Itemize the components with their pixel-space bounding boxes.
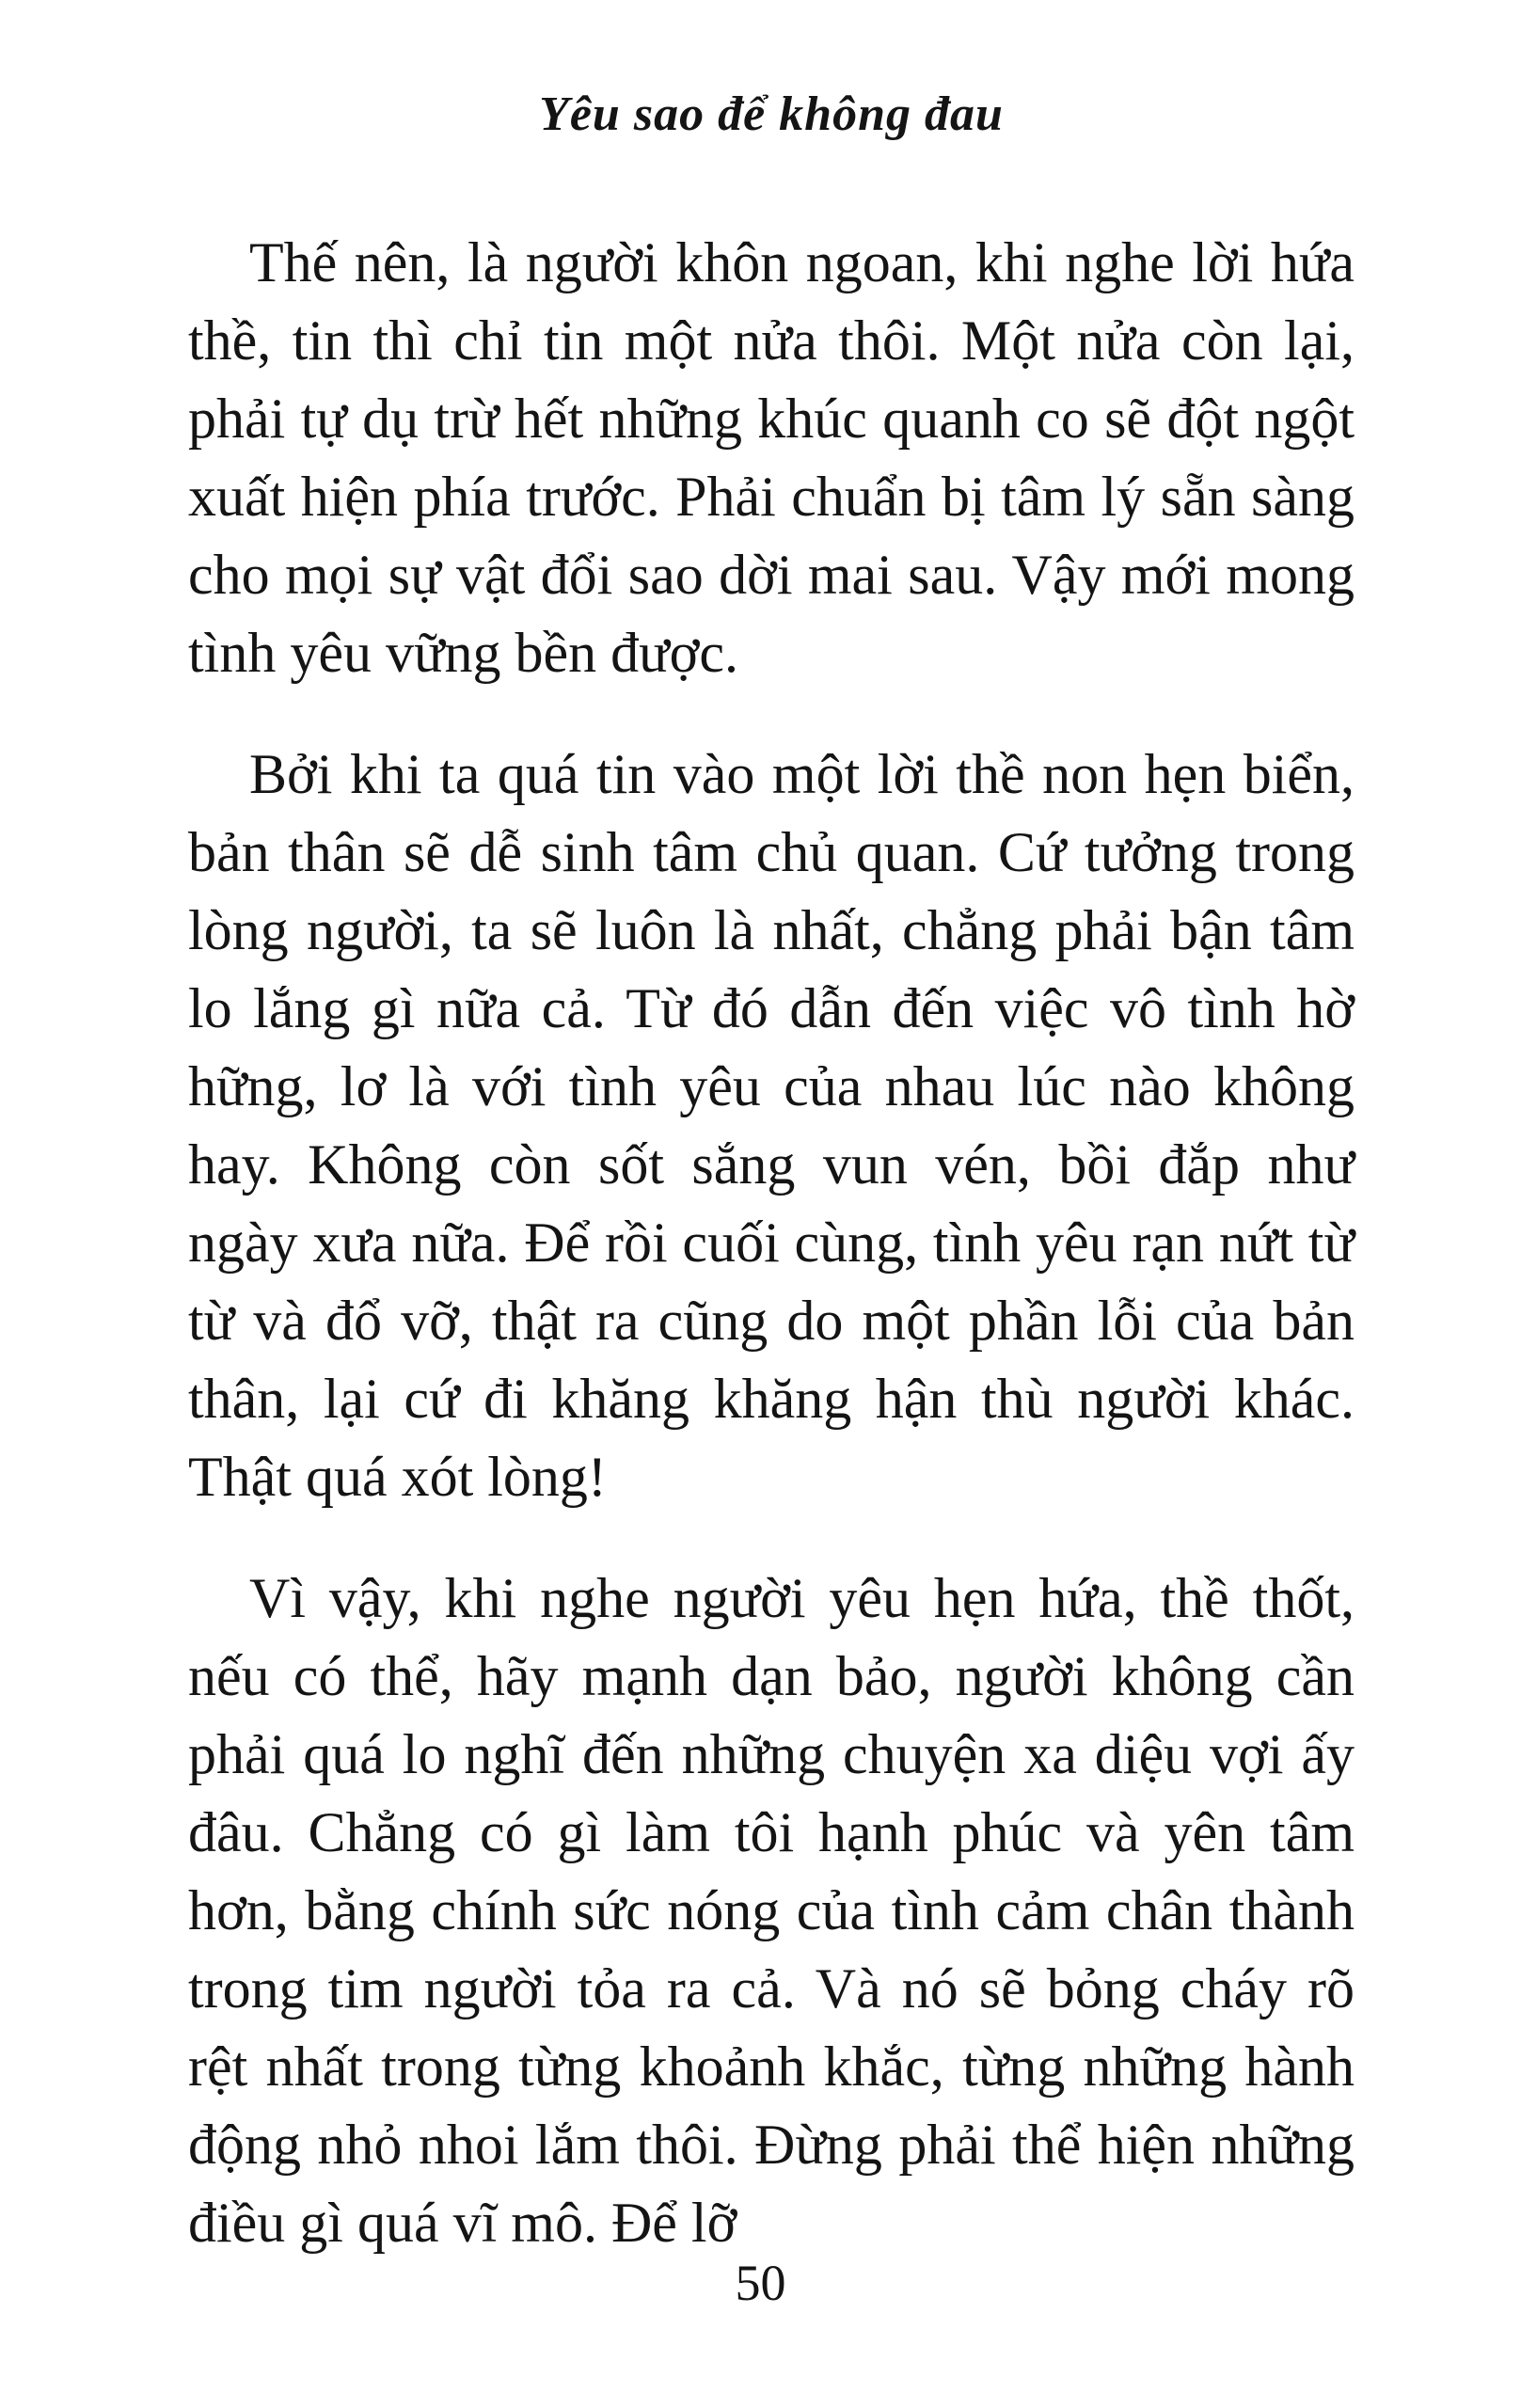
page-number: 50 (735, 2255, 786, 2311)
paragraph-1: Thế nên, là người khôn ngoan, khi nghe lời hứa thề, tin thì chỉ tin một nửa thôi. Một nửa còn lại, phải tự dụ trừ hết những khúc quanh co sẽ đột ngột xuất hiện phía trước. Phải chuẩn bị tâm lý sẵn sàng cho mọi sự vật đổi sao dời mai sau. Vậy mới mong tình yêu vững bền được. (188, 231, 1355, 684)
paragraph-2: Bởi khi ta quá tin vào một lời thề non hẹn biển, bản thân sẽ dễ sinh tâm chủ quan. Cứ tưởng trong lòng người, ta sẽ luôn là nhất, chẳng phải bận tâm lo lắng gì nữa cả. Từ đó dẫn đến việc vô tình hờ hững, lơ là với tình yêu của nhau lúc nào không hay. Không còn sốt sắng vun vén, bồi đắp như ngày xưa nữa. Để rồi cuối cùng, tình yêu rạn nứt từ từ và đổ vỡ, thật ra cũng do một phần lỗi của bản thân, lại cứ đi khăng khăng hận thù người khác. Thật quá xót lòng! (188, 743, 1355, 1508)
running-header: Yêu sao để không đau (539, 87, 1004, 141)
page-body (188, 224, 1355, 2262)
paragraph-3: Vì vậy, khi nghe người yêu hẹn hứa, thề thốt, nếu có thể, hãy mạnh dạn bảo, người không cần phải quá lo nghĩ đến những chuyện xa diệu vợi ấy đâu. Chẳng có gì làm tôi hạnh phúc và yên tâm hơn, bằng chính sức nóng của tình cảm chân thành trong tim người tỏa ra cả. Và nó sẽ bỏng cháy rõ rệt nhất trong từng khoảnh khắc, từng những hành động nhỏ nhoi lắm thôi. Đừng phải thể hiện những điều gì quá vĩ mô. Để lỡ (188, 1567, 1355, 2254)
